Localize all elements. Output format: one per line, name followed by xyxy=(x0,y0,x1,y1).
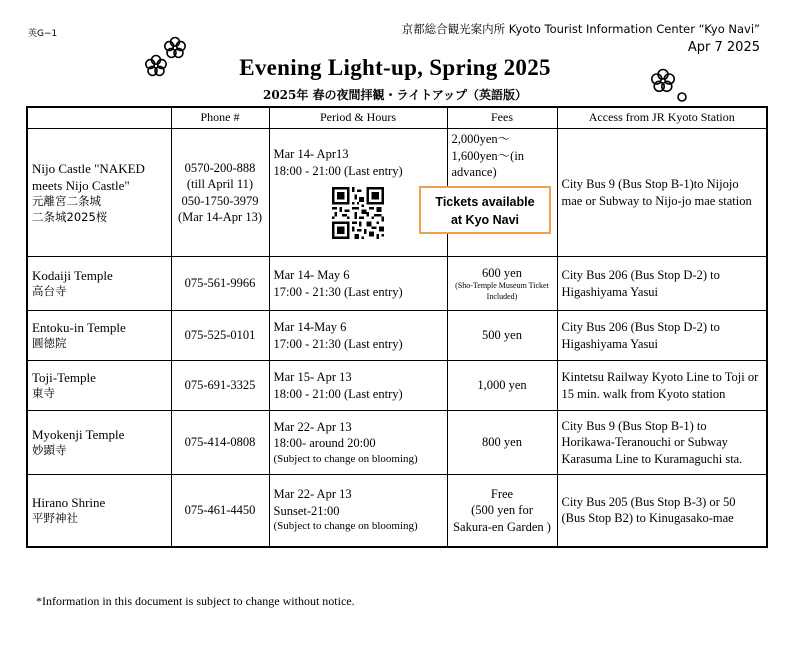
venue-name-en: Entoku-in Temple xyxy=(32,320,126,336)
venue-name-ja: 東寺 xyxy=(32,386,55,401)
period-dates: Mar 22- Apr 13 xyxy=(273,419,352,434)
access-cell: City Bus 9 (Bus Stop B-1) to Horikawa-Teranouchi or Subway Karasuma Line to Kuramaguchi sta. xyxy=(557,411,767,475)
period-hours: 18:00 - 21:00 (Last entry) xyxy=(273,386,403,401)
fee-amount: 1,600yen～(in advance) xyxy=(451,148,525,179)
period-dates: Mar 14- Apr13 xyxy=(273,147,349,161)
period-cell xyxy=(269,257,447,311)
venue-name-ja: 元離宮二条城 xyxy=(32,194,101,209)
access-header: Access from JR Kyoto Station xyxy=(557,107,767,129)
phone-cell xyxy=(171,129,269,257)
fee-note: (Sho-Temple Museum Ticket Included) xyxy=(455,281,549,301)
venue-name-ja: 高台寺 xyxy=(32,284,67,299)
period-dates: Mar 22- Apr 13 xyxy=(273,487,352,502)
access-cell: City Bus 206 (Bus Stop D-2) to Higashiyama Yasui xyxy=(557,311,767,361)
fees-cell: 500 yen xyxy=(447,311,557,361)
period-header: Period & Hours xyxy=(269,107,447,129)
period-note: (Subject to change on blooming) xyxy=(273,520,418,533)
table-row xyxy=(27,311,767,361)
venue-cell xyxy=(27,361,171,411)
access-cell: City Bus 206 (Bus Stop D-2) to Higashiyama Yasui xyxy=(557,257,767,311)
fees-cell: 1,000 yen xyxy=(447,361,557,411)
phone-note: (Mar 14-Apr 13) xyxy=(177,210,262,224)
fee-amount: 2,000yen～ xyxy=(451,132,511,146)
period-cell xyxy=(269,311,447,361)
callout-line: Tickets available xyxy=(435,195,535,209)
venue-name-ja: 妙顕寺 xyxy=(32,443,67,458)
ticket-availability-callout xyxy=(419,186,551,234)
callout-line: at Kyo Navi xyxy=(450,213,520,228)
period-hours: 17:00 - 21:30 (Last entry) xyxy=(273,336,403,351)
phone-cell: 075-414-0808 xyxy=(171,411,269,475)
phone-header: Phone # xyxy=(171,107,269,129)
venue-name-ja: 二条城2025桜 xyxy=(32,209,108,224)
phone-cell: 075-691-3325 xyxy=(171,361,269,411)
document-date: Apr 7 2025 xyxy=(687,40,760,55)
table-row xyxy=(27,257,767,311)
organization-name: 京都総合観光案内所 Kyoto Tourist Information Center “Kyo Navi” xyxy=(401,22,760,36)
fees-cell xyxy=(447,475,557,547)
table-row xyxy=(27,475,767,547)
fee-note: (500 yen for Sakura-en Garden ) xyxy=(453,503,551,534)
fee-amount: 600 yen xyxy=(482,265,522,280)
period-cell xyxy=(269,411,447,475)
period-dates: Mar 14-May 6 xyxy=(273,320,347,334)
venue-cell xyxy=(27,311,171,361)
fees-header: Fees xyxy=(447,107,557,129)
footnote: *Information in this document is subject to change without notice. xyxy=(36,594,355,608)
venue-name-en: Toji-Temple xyxy=(32,370,96,386)
venue-name-en: Nijo Castle "NAKED meets Nijo Castle" xyxy=(32,161,145,194)
period-hours: 18:00 - 21:00 (Last entry) xyxy=(273,163,403,178)
fees-cell: 800 yen xyxy=(447,411,557,475)
page-subtitle: 2025年 春の夜間拝観・ライトアップ（英語版） xyxy=(262,88,528,102)
venue-cell xyxy=(27,129,171,257)
phone-cell: 075-461-4450 xyxy=(171,475,269,547)
qr-code[interactable] xyxy=(332,187,384,239)
venue-header xyxy=(27,107,171,129)
page-title: Evening Light-up, Spring 2025 xyxy=(239,55,551,80)
access-cell: Kintetsu Railway Kyoto Line to Toji or 15 min. walk from Kyoto station xyxy=(557,361,767,411)
table-header-row xyxy=(27,107,767,129)
access-cell: City Bus 9 (Bus Stop B-1)to Nijojo mae or Subway to Nijo-jo mae station xyxy=(557,129,767,257)
venue-name-en: Kodaiji Temple xyxy=(32,268,113,284)
period-hours: Sunset-21:00 xyxy=(273,503,340,518)
period-hours: 17:00 - 21:30 (Last entry) xyxy=(273,284,403,299)
venue-cell xyxy=(27,475,171,547)
period-hours: 18:00- around 20:00 xyxy=(273,436,376,451)
venue-cell xyxy=(27,257,171,311)
venue-name-ja: 平野神社 xyxy=(32,511,78,526)
phone-cell: 075-525-0101 xyxy=(171,311,269,361)
light-up-table xyxy=(26,106,768,548)
venue-cell xyxy=(27,411,171,475)
phone-number: 050-1750-3979 xyxy=(181,193,259,208)
period-dates: Mar 14- May 6 xyxy=(273,268,350,282)
table-row xyxy=(27,361,767,411)
fee-amount: Free xyxy=(490,486,514,501)
fees-cell xyxy=(447,257,557,311)
document-code: 英G−1 xyxy=(28,29,58,39)
period-note: (Subject to change on blooming) xyxy=(273,452,418,465)
table-row xyxy=(27,411,767,475)
phone-note: (till April 11) xyxy=(186,177,254,191)
period-cell xyxy=(269,361,447,411)
period-dates: Mar 15- Apr 13 xyxy=(273,370,352,384)
venue-name-en: Myokenji Temple xyxy=(32,427,125,443)
venue-name-en: Hirano Shrine xyxy=(32,495,106,511)
access-cell: City Bus 205 (Bus Stop B-3) or 50 (Bus Stop B2) to Kinugasako-mae xyxy=(557,475,767,547)
phone-number: 0570-200-888 xyxy=(184,160,256,175)
venue-name-ja: 圓徳院 xyxy=(32,336,67,351)
table-row xyxy=(27,129,767,257)
period-cell xyxy=(269,475,447,547)
phone-cell: 075-561-9966 xyxy=(171,257,269,311)
